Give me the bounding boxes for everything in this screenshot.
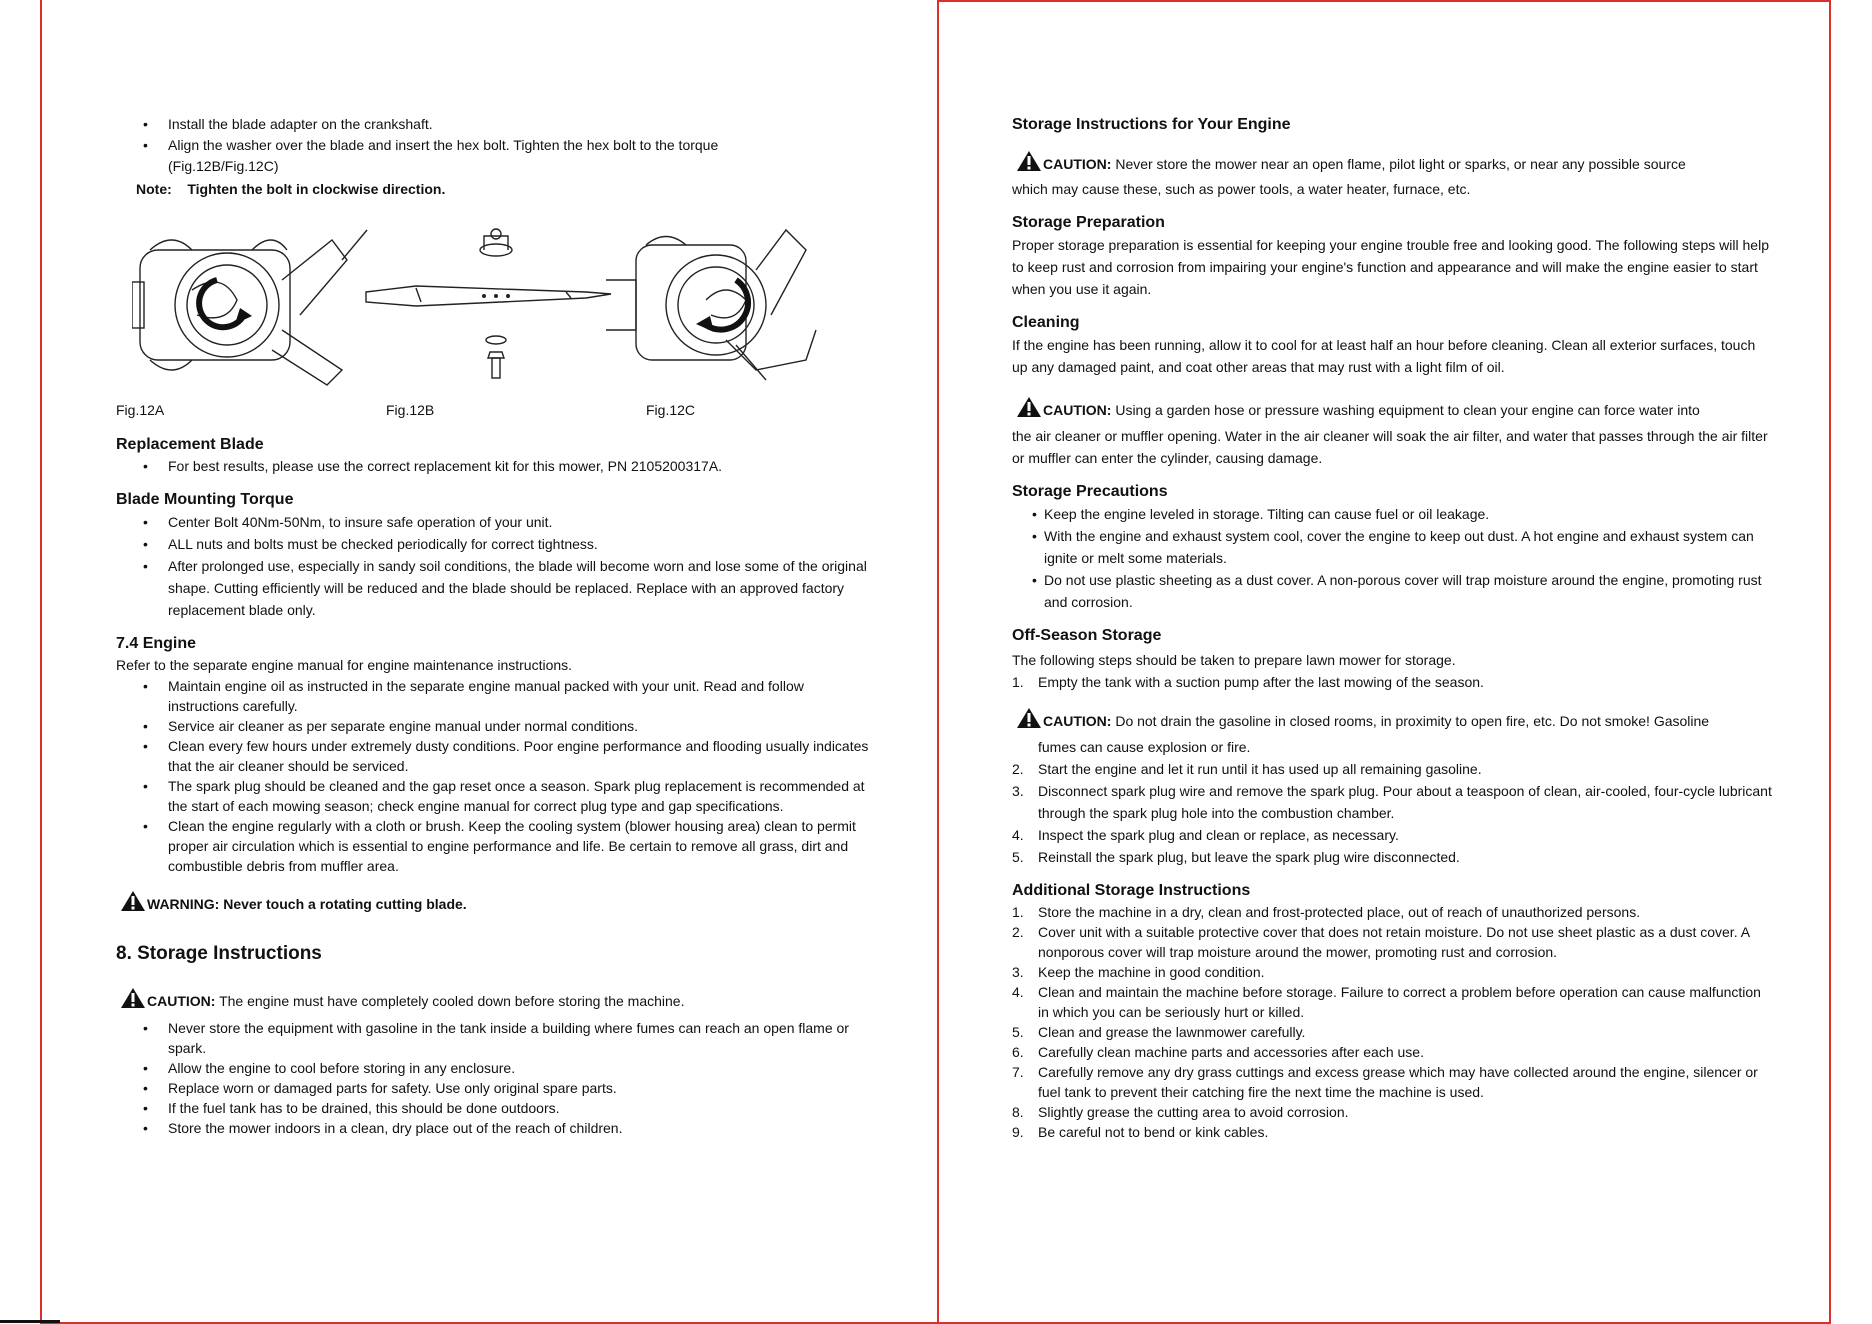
caution-text: Never store the mower near an open flame, pilot light or sparks, or near any possible source xyxy=(1111,156,1686,172)
warning-text: WARNING: Never touch a rotating cutting blade. xyxy=(147,896,467,912)
list-item: 6. Carefully clean machine parts and accessories after each use. xyxy=(1012,1044,1424,1060)
caution-label: CAUTION: xyxy=(1043,402,1112,418)
page-divider xyxy=(937,0,939,1324)
list-item: • If the fuel tank has to be drained, this should be done outdoors. xyxy=(116,1098,876,1118)
list-item: 4. Clean and maintain the machine before storage. Failure to correct a problem before operation can cause malfunction in which you can be seriously hurt or killed. xyxy=(1012,984,1761,1020)
precautions-bullets xyxy=(1012,503,1772,613)
list-item: 2. Start the engine and let it run until it has used up all remaining gasoline. xyxy=(1012,761,1482,777)
list-item: 1. Store the machine in a dry, clean and frost-protected place, out of reach of unauthorized persons. xyxy=(1012,904,1641,920)
list-item: • Maintain engine oil as instructed in the separate engine manual packed with your unit. Read and follow instructions carefully. xyxy=(116,676,876,716)
storage-precautions-title: Storage Precautions xyxy=(1012,483,1168,500)
storage-preparation-text: Proper storage preparation is essential for keeping your engine trouble free and looking good. The following steps will help to keep rust and corrosion from impairing your engine's function and appearance and will make the engine easier to start when you use it again. xyxy=(1012,237,1769,297)
additional-steps xyxy=(1012,902,1772,1142)
list-item: 4. Inspect the spark plug and clean or replace, as necessary. xyxy=(1012,827,1399,843)
off-season-storage-title: Off-Season Storage xyxy=(1012,627,1162,644)
list-item: 8. Slightly grease the cutting area to avoid corrosion. xyxy=(1012,1104,1349,1120)
caution-continuation: which may cause these, such as power tools, a water heater, furnace, etc. xyxy=(1012,181,1471,197)
list-item: 2. Cover unit with a suitable protective cover that does not retain moisture. Do not use sheet plastic as a dust cover. A nonporous cover will trap moisture around the mower, promoting rust and corrosion. xyxy=(1012,924,1750,960)
engine-intro: Refer to the separate engine manual for engine maintenance instructions. xyxy=(116,657,573,673)
caution-label: CAUTION: xyxy=(1043,156,1112,172)
list-item: • With the engine and exhaust system cool, cover the engine to keep out dust. A hot engine and exhaust system can ignite or melt some materials. xyxy=(1012,525,1772,569)
list-item: 1. Empty the tank with a suction pump after the last mowing of the season. xyxy=(1012,674,1484,690)
torque-bullets xyxy=(116,511,876,621)
engine-title: 7.4 Engine xyxy=(116,635,197,652)
off-season-step-1 xyxy=(1012,671,1772,693)
list-item: • ALL nuts and bolts must be checked periodically for correct tightness. xyxy=(116,533,876,555)
caution-text: Do not drain the gasoline in closed rooms, in proximity to open fire, etc. Do not smoke! Gasoline xyxy=(1111,713,1710,729)
list-item: • Align the washer over the blade and insert the hex bolt. Tighten the hex bolt to the torque (Fig.12B/Fig.12C) xyxy=(116,135,876,177)
engine-bullets xyxy=(116,676,876,876)
right-page xyxy=(1012,0,1772,1142)
list-item: • Center Bolt 40Nm-50Nm, to insure safe operation of your unit. xyxy=(116,511,876,533)
warning-triangle-icon xyxy=(120,890,146,912)
fig-12b-illustration xyxy=(356,220,616,390)
list-item: • For best results, please use the correct replacement kit for this mower, PN 2105200317A. xyxy=(116,456,876,477)
storage-preparation-title: Storage Preparation xyxy=(1012,214,1165,231)
crop-mark xyxy=(0,1320,60,1323)
note-text: Tighten the bolt in clockwise direction. xyxy=(187,181,446,197)
caution-notice-1 xyxy=(1012,150,1772,175)
fig-12b-label: Fig.12B xyxy=(386,402,435,418)
left-page xyxy=(116,0,876,1138)
fig-12a-illustration xyxy=(132,220,372,390)
list-item: • Keep the engine leveled in storage. Tilting can cause fuel or oil leakage. xyxy=(1012,503,1772,525)
caution-notice-3 xyxy=(1012,707,1772,732)
caution-text: Using a garden hose or pressure washing equipment to clean your engine can force water into xyxy=(1111,402,1700,418)
caution-triangle-icon xyxy=(1016,396,1042,418)
fig-12a-label: Fig.12A xyxy=(116,402,165,418)
list-item: • Install the blade adapter on the crankshaft. xyxy=(116,114,876,135)
storage-caution xyxy=(116,987,876,1012)
list-item: • Allow the engine to cool before storing in any enclosure. xyxy=(116,1058,876,1078)
replacement-blade-title: Replacement Blade xyxy=(116,436,264,453)
list-item: 5. Clean and grease the lawnmower carefully. xyxy=(1012,1024,1306,1040)
engine-storage-title: Storage Instructions for Your Engine xyxy=(1012,116,1291,133)
list-item: • Clean every few hours under extremely dusty conditions. Poor engine performance and flooding usually indicates that the air cleaner should be serviced. xyxy=(116,736,876,776)
list-item: 9. Be careful not to bend or kink cables. xyxy=(1012,1124,1269,1140)
replacement-bullets xyxy=(116,456,876,477)
list-item: • Replace worn or damaged parts for safety. Use only original spare parts. xyxy=(116,1078,876,1098)
warning-notice xyxy=(116,890,876,915)
list-item: • Never store the equipment with gasoline in the tank inside a building where fumes can reach an open flame or spark. xyxy=(116,1018,876,1058)
list-item: 3. Keep the machine in good condition. xyxy=(1012,964,1265,980)
figure-row xyxy=(116,220,876,390)
caution-label: CAUTION: xyxy=(1043,713,1112,729)
note-label: Note: xyxy=(136,181,172,197)
storage-bullets xyxy=(116,1018,876,1138)
caution-text: The engine must have completely cooled down before storing the machine. xyxy=(215,993,685,1009)
caution-notice-2 xyxy=(1012,396,1772,421)
page-border-left xyxy=(40,0,42,1324)
list-item: • Store the mower indoors in a clean, dry place out of the reach of children. xyxy=(116,1118,876,1138)
figure-labels xyxy=(116,400,876,424)
off-season-steps xyxy=(1012,758,1772,868)
blade-torque-title: Blade Mounting Torque xyxy=(116,491,294,508)
list-item: 3. Disconnect spark plug wire and remove the spark plug. Pour about a teaspoon of clean, air-cooled, four-cycle lubricant through the spark plug hole into the combustion chamber. xyxy=(1012,783,1772,821)
install-bullets xyxy=(116,114,876,177)
fig-12c-illustration xyxy=(606,220,826,390)
caution-continuation: fumes can cause explosion or fire. xyxy=(1038,739,1251,755)
list-item: 7. Carefully remove any dry grass cuttings and excess grease which may have collected around the engine, silencer or fuel tank to prevent their catching fire the next time the machine is used. xyxy=(1012,1064,1758,1100)
additional-storage-title: Additional Storage Instructions xyxy=(1012,882,1251,899)
cleaning-text: If the engine has been running, allow it to cool for at least half an hour before cleaning. Clean all exterior surfaces, touch up any damaged paint, and coat other areas that may rust with a light film of oil. xyxy=(1012,337,1756,375)
list-item: • Service air cleaner as per separate engine manual under normal conditions. xyxy=(116,716,876,736)
page-border-right xyxy=(1829,0,1831,1324)
list-item: 5. Reinstall the spark plug, but leave the spark plug wire disconnected. xyxy=(1012,849,1460,865)
list-item: • The spark plug should be cleaned and the gap reset once a season. Spark plug replacement is recommended at the start of each mowing season; check engine manual for correct plug type and gap specifications. xyxy=(116,776,876,816)
caution-label: CAUTION: xyxy=(147,993,216,1009)
list-item: • Clean the engine regularly with a cloth or brush. Keep the cooling system (blower housing area) clean to permit proper air circulation which is essential to engine performance and life. Be certain to remove all grass, dirt and combustible debris from muffler area. xyxy=(116,816,876,876)
list-item: • Do not use plastic sheeting as a dust cover. A non-porous cover will trap moisture around the engine, promoting rust and corrosion. xyxy=(1012,569,1772,613)
caution-triangle-icon xyxy=(120,987,146,1009)
off-season-intro: The following steps should be taken to prepare lawn mower for storage. xyxy=(1012,652,1456,668)
note xyxy=(116,179,876,200)
caution-triangle-icon xyxy=(1016,707,1042,729)
caution-continuation: the air cleaner or muffler opening. Water in the air cleaner will soak the air filter, and water that passes through the air filter or muffler can enter the cylinder, causing damage. xyxy=(1012,428,1768,466)
caution-triangle-icon xyxy=(1016,150,1042,172)
list-item: • After prolonged use, especially in sandy soil conditions, the blade will become worn and lose some of the original shape. Cutting efficiently will be reduced and the blade should be replaced. Replace with an approved factory replacement blade only. xyxy=(116,555,876,621)
storage-instructions-title: 8. Storage Instructions xyxy=(116,943,322,964)
fig-12c-label: Fig.12C xyxy=(646,402,696,418)
cleaning-title: Cleaning xyxy=(1012,314,1080,331)
